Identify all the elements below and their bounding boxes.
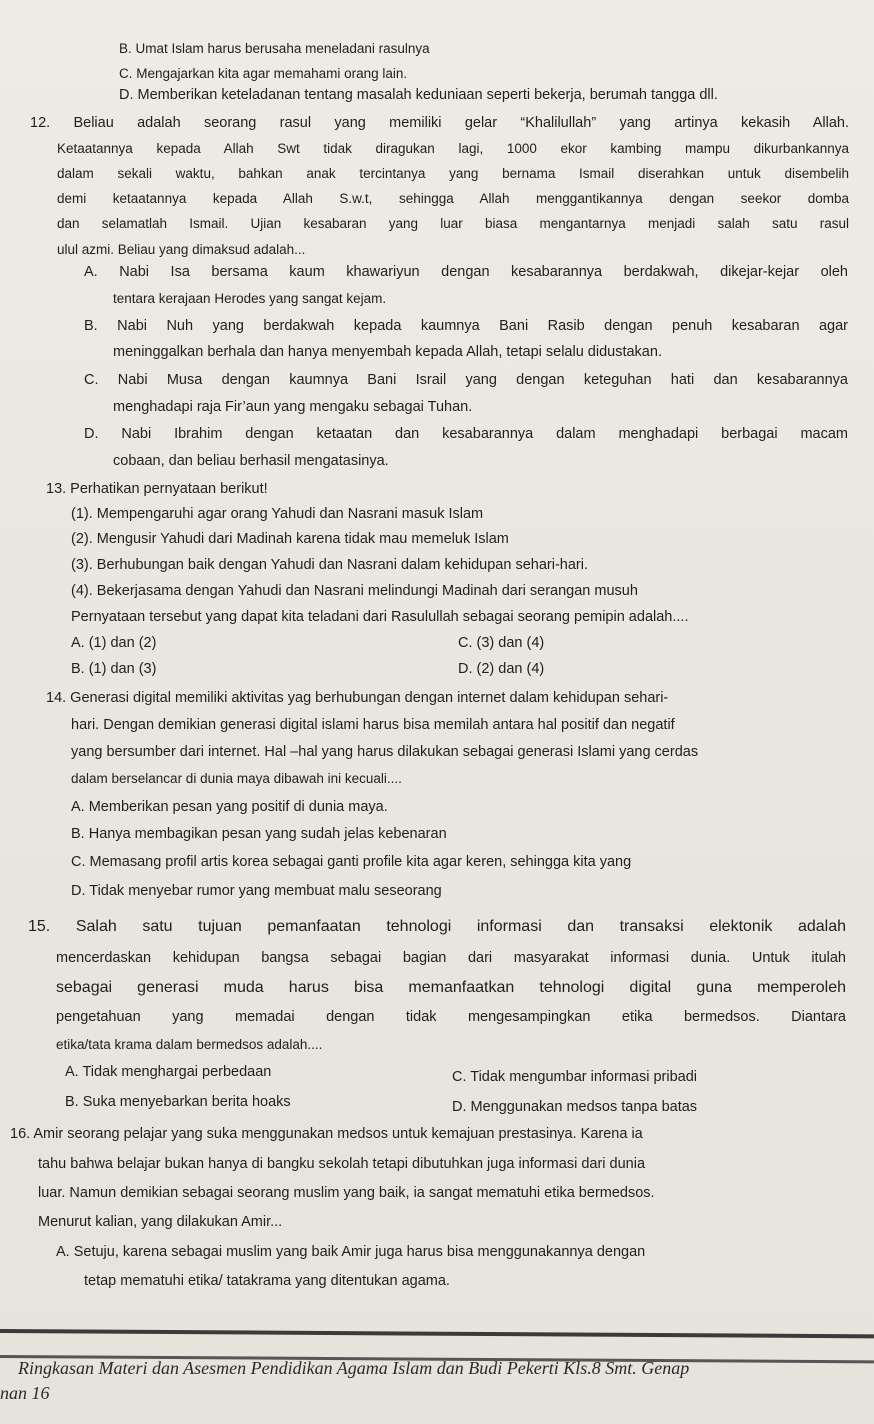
q16-line-3: luar. Namun demikian sebagai seorang muslim yang baik, ia sangat mematuhi etika bermedsos. bbox=[38, 1185, 655, 1201]
q13-statement-2: (2). Mengusir Yahudi dari Madinah karena tidak mau memeluk Islam bbox=[71, 531, 509, 547]
q16-option-a-line-1: A. Setuju, karena sebagai muslim yang baik Amir juga harus bisa menggunakannya dengan bbox=[56, 1244, 646, 1260]
q14-option-a: A. Memberikan pesan yang positif di dunia maya. bbox=[71, 799, 388, 815]
q15-line-1: 15. Salah satu tujuan pemanfaatan tehnologi informasi dan transaksi elektonik adalah bbox=[28, 918, 846, 935]
q12-option-d-line-2: cobaan, dan beliau berhasil mengatasinya. bbox=[113, 453, 389, 469]
q12-option-d-line-1: D. Nabi Ibrahim dengan ketaatan dan kesabarannya dalam menghadapi berbagai macam bbox=[84, 426, 848, 442]
q16-line-1: 16. Amir seorang pelajar yang suka menggunakan medsos untuk kemajuan prestasinya. Karena ia bbox=[10, 1126, 643, 1142]
q14-option-d: D. Tidak menyebar rumor yang membuat malu seseorang bbox=[71, 883, 442, 899]
q13-option-b: B. (1) dan (3) bbox=[71, 661, 157, 677]
q11-option-d: D. Memberikan keteladanan tentang masalah keduniaan seperti bekerja, berumah tangga dll. bbox=[119, 87, 718, 103]
q15-option-c: C. Tidak mengumbar informasi pribadi bbox=[452, 1069, 697, 1085]
q13-option-d: D. (2) dan (4) bbox=[458, 661, 545, 677]
q13-statement-4: (4). Bekerjasama dengan Yahudi dan Nasrani melindungi Madinah dari serangan musuh bbox=[71, 583, 638, 599]
q15-option-a: A. Tidak menghargai perbedaan bbox=[65, 1064, 272, 1080]
q12-option-a-line-2: tentara kerajaan Herodes yang sangat kejam. bbox=[113, 291, 387, 306]
q12-option-b-line-2: meninggalkan berhala dan hanya menyembah kepada Allah, tetapi selalu didustakan. bbox=[113, 344, 662, 360]
q15-line-5: etika/tata krama dalam bermedsos adalah.... bbox=[56, 1037, 323, 1052]
q15-option-d: D. Menggunakan medsos tanpa batas bbox=[452, 1099, 698, 1115]
q12-option-b-line-1: B. Nabi Nuh yang berdakwah kepada kaumnya Bani Rasib dengan penuh kesabaran agar bbox=[84, 318, 848, 334]
q14-option-b: B. Hanya membagikan pesan yang sudah jelas kebenaran bbox=[71, 826, 447, 842]
q15-line-3: sebagai generasi muda harus bisa memanfaatkan tehnologi digital guna memperoleh bbox=[56, 979, 846, 996]
q11-option-b: B. Umat Islam harus berusaha meneladani rasulnya bbox=[119, 41, 430, 56]
q16-line-2: tahu bahwa belajar bukan hanya di bangku sekolah tetapi dibutuhkan juga informasi dari dunia bbox=[38, 1156, 646, 1172]
footer-rule bbox=[0, 1329, 874, 1338]
q12-option-c-line-2: menghadapi raja Fir’aun yang mengaku sebagai Tuhan. bbox=[113, 399, 473, 415]
q15-option-b: B. Suka menyebarkan berita hoaks bbox=[65, 1094, 291, 1110]
q12-line-2: Ketaatannya kepada Allah Swt tidak diragukan lagi, 1000 ekor kambing mampu dikurbankannya bbox=[57, 141, 849, 156]
q12-line-3: dalam sekali waktu, bahkan anak tercintanya yang bernama Ismail diserahkan untuk disembelih bbox=[57, 166, 849, 181]
q12-line-5: dan selamatlah Ismail. Ujian kesabaran yang luar biasa mengantarnya menjadi salah satu rasul bbox=[57, 216, 849, 231]
q16-line-4: Menurut kalian, yang dilakukan Amir... bbox=[38, 1214, 283, 1230]
q13-stem: 13. Perhatikan pernyataan berikut! bbox=[46, 481, 268, 497]
q13-question: Pernyataan tersebut yang dapat kita teladani dari Rasulullah sebagai seorang pemipin adalah.... bbox=[71, 609, 689, 625]
q12-line-1: 12. Beliau adalah seorang rasul yang memiliki gelar “Khalilullah” yang artinya kekasih Allah. bbox=[30, 115, 849, 131]
q12-line-4: demi ketaatannya kepada Allah S.w.t, sehingga Allah menggantikannya dengan seekor domba bbox=[57, 191, 849, 206]
q11-option-c: C. Mengajarkan kita agar memahami orang lain. bbox=[119, 66, 408, 81]
q13-statement-3: (3). Berhubungan baik dengan Yahudi dan Nasrani dalam kehidupan sehari-hari. bbox=[71, 557, 588, 573]
q14-line-1: 14. Generasi digital memiliki aktivitas yag berhubungan dengan internet dalam kehidupan sehari- bbox=[46, 690, 669, 706]
q12-line-6: ulul azmi. Beliau yang dimaksud adalah... bbox=[57, 242, 306, 257]
q15-line-2: mencerdaskan kehidupan bangsa sebagai bagian dari masyarakat informasi dunia. Untuk itulah bbox=[56, 950, 846, 966]
q14-line-4: dalam berselancar di dunia maya dibawah ini kecuali.... bbox=[71, 771, 402, 786]
q16-option-a-line-2: tetap mematuhi etika/ tatakrama yang ditentukan agama. bbox=[84, 1273, 450, 1289]
q14-line-3: yang bersumber dari internet. Hal –hal yang harus dilakukan sebagai generasi Islami yang cerdas bbox=[71, 744, 699, 760]
q13-statement-1: (1). Mempengaruhi agar orang Yahudi dan Nasrani masuk Islam bbox=[71, 506, 484, 522]
q13-option-c: C. (3) dan (4) bbox=[458, 635, 545, 651]
q14-option-c: C. Memasang profil artis korea sebagai ganti profile kita agar keren, sehingga kita yang bbox=[71, 854, 632, 870]
q14-line-2: hari. Dengan demikian generasi digital islami harus bisa memilah antara hal positif dan negatif bbox=[71, 717, 675, 733]
q12-option-a-line-1: A. Nabi Isa bersama kaum khawariyun dengan kesabarannya berdakwah, dikejar-kejar oleh bbox=[84, 264, 848, 280]
footer-page-number: nan 16 bbox=[0, 1383, 50, 1403]
footer-title: Ringkasan Materi dan Asesmen Pendidikan Agama Islam dan Budi Pekerti Kls.8 Smt. Genap bbox=[18, 1358, 690, 1378]
q13-option-a: A. (1) dan (2) bbox=[71, 635, 157, 651]
q15-line-4: pengetahuan yang memadai dengan tidak mengesampingkan etika bermedsos. Diantara bbox=[56, 1009, 846, 1025]
q12-option-c-line-1: C. Nabi Musa dengan kaumnya Bani Israil yang dengan keteguhan hati dan kesabarannya bbox=[84, 372, 848, 388]
